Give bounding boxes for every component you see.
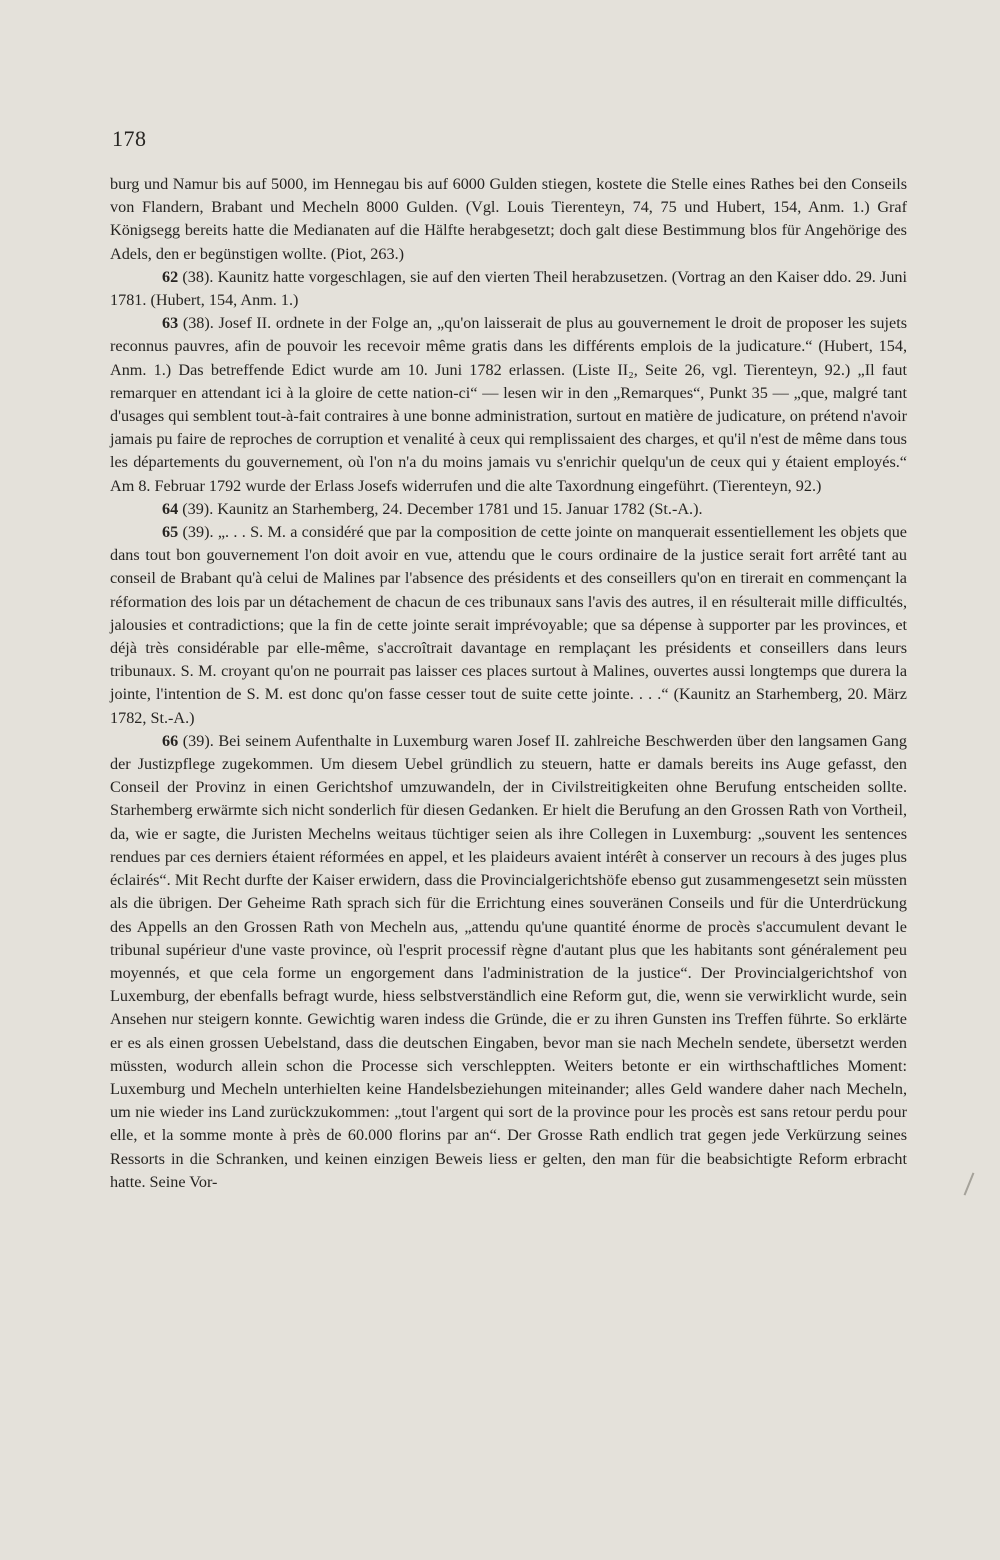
note-62 [110,266,907,312]
note-text: (38). Josef II. ordnete in der Folge an, „qu'on laisserait de plus au gouvernement le droit de proposer les sujets reconnus pauvres, afin de pouvoir les recevoir même gratis dans les différents emplois de la judicature.“ (Hubert, 154, Anm. 1.) Das betreffende Edict wurde am 10. Juni 1782 erlassen. (Liste II₂, Seite 26, vgl. Tierenteyn, 92.) „Il faut remarquer en attendant ici à la gloire de cette nation-ci“ — lesen wir in den „Remarques“, Punkt 35 — „que, malgré tant d'usages qui semblent tout-à-fait contraires à une bonne administration, surtout en matière de judicature, on prétend n'avoir jamais pu faire de reproches de corruption et venalité à ceux qui remplissaient des charges, et qu'il n'est de même dans tous les départements du gouvernement, où l'on n'a du moins jamais vu s'enrichir quelqu'un de ceux qui y étaient employés.“ Am 8. Februar 1792 wurde der Erlass Josefs widerrufen und die alte Taxordnung eingeführt. (Tierenteyn, 92.) [110,314,908,495]
note-63 [110,312,907,498]
note-text: (38). Kaunitz hatte vorgeschlagen, sie auf den vierten Theil herabzusetzen. (Vortrag an den Kaiser ddo. 29. Juni 1781. (Hubert, 154, Anm. 1.) [110,267,908,310]
note-65 [110,521,907,730]
margin-mark [964,1172,975,1195]
note-text: burg und Namur bis auf 5000, im Hennegau bis auf 6000 Gulden stiegen, kostete die Stelle eines Rathes bei den Conseils von Flandern, Brabant und Mecheln 8000 Gulden. (Vgl. Louis Tierenteyn, 74, 75 und Hubert, 154, Anm. 1.) Graf Königsegg bereits hatte die Medianaten auf die Hälfte herabgesetzt; doch galt diese Bestimmung blos für Angehörige des Adels, den er begünstigen wollte. (Piot, 263.) [110,175,907,263]
note-number: 63 [162,314,179,333]
note-text: (39). Kaunitz an Starhemberg, 24. December 1781 und 15. Januar 1782 (St.-A.). [182,499,703,518]
endnotes-text [110,173,907,1194]
note-66 [110,730,907,1194]
note-continuation [110,173,907,266]
note-number: 66 [162,731,179,750]
note-number: 65 [162,523,179,542]
note-64 [110,498,907,521]
note-text: (39). „. . . S. M. a considéré que par la composition de cette jointe on manquerait essentiellement les objets que dans tout bon gouvernement l'on doit avoir en vue, attendu que le cours ordinaire de la justice serait fort arrêté tant au conseil de Brabant qu'à celui de Malines par l'absence des présidents et des conseillers qu'on en tirerait en commençant la réformation des lois par un détachement de chacun de ces tribunaux sans l'avis des autres, il en résulterait mille difficultés, jalousies et contradictions; que la fin de cette jointe serait imprévoyable; que sa dépense à supporter par les provinces, et déjà très considérable par elle-même, s'accroîtrait davantage en remplaçant les présidents et conseillers dans leurs tribunaux. S. M. croyant qu'on ne pourrait pas laisser ces places surtout à Malines, ouvertes aussi longtemps que durera la jointe, l'intention de S. M. est donc qu'on fasse cesser tout de suite cette jointe. . . .“ (Kaunitz an Starhemberg, 20. März 1782, St.-A.) [110,523,907,727]
page-number: 178 [112,126,147,151]
note-number: 64 [162,499,179,518]
note-number: 62 [162,267,179,286]
note-text: (39). Bei seinem Aufenthalte in Luxemburg waren Josef II. zahlreiche Beschwerden über den langsamen Gang der Justizpflege zugekommen. Um diesem Uebel gründlich zu steuern, hatte er damals bereits ins Auge gefasst, den Conseil der Provinz in einen Gerichtshof umzuwandeln, der in Civilstreitigkeiten ohne Berufung entscheiden sollte. Starhemberg erwärmte sich nicht sonderlich für diesen Gedanken. Er hielt die Berufung an den Grossen Rath von Vortheil, da, wie er sagte, die Juristen Mechelns weitaus tüchtiger seien als ihre Collegen in Luxemburg: „souvent les sentences rendues par ces derniers étaient réformées en appel, et les plaideurs avaient intérêt à conserver un recours à des juges plus éclairés“. Mit Recht durfte der Kaiser erwidern, dass die Provincialgerichtshöfe ebenso gut zusammengesetzt sein müssten als die übrigen. Der Geheime Rath sprach sich für die Errichtung eines souveränen Conseils und für die Unterdrückung des Appells an den Grossen Rath von Mecheln aus, „attendu qu'une quantité énorme de procès s'accumulent devant le tribunal supérieur d'une vaste province, où l'esprit processif règne d'autant plus que les habitants sont généralement peu moyennés, et que cela forme un engorgement dans l'administration de la justice“. Der Provincialgerichtshof von Luxemburg, der ebenfalls befragt wurde, hiess selbstverständlich eine Reform gut, die, wenn sie verwirklicht wurde, sein Ansehen nur steigern konnte. Gewichtig waren indess die Gründe, die er zu ihren Gunsten ins Treffen führte. So erklärte er es als einen grossen Uebelstand, dass die deutschen Eingaben, bevor man sie nach Mecheln sendete, übersetzt werden müssten, wodurch allein schon die Processe sich verschleppten. Weiters betonte er ein wirthschaftliches Moment: Luxemburg und Mecheln unterhielten keine Handelsbeziehungen miteinander; alles Geld wandere daher nach Mecheln, um nie wieder ins Land zurückzukommen: „tout l'argent qui sort de la province pour les procès est sans retour perdu pour elle, et la somme monte à près de 60.000 florins par an“. Der Grosse Rath endlich trat gegen jede Verkürzung seines Ressorts in die Schranken, und keinen einzigen Beweis liess er gelten, den man für die beabsichtigte Reform erbracht hatte. Seine Vor- [110,731,907,1191]
